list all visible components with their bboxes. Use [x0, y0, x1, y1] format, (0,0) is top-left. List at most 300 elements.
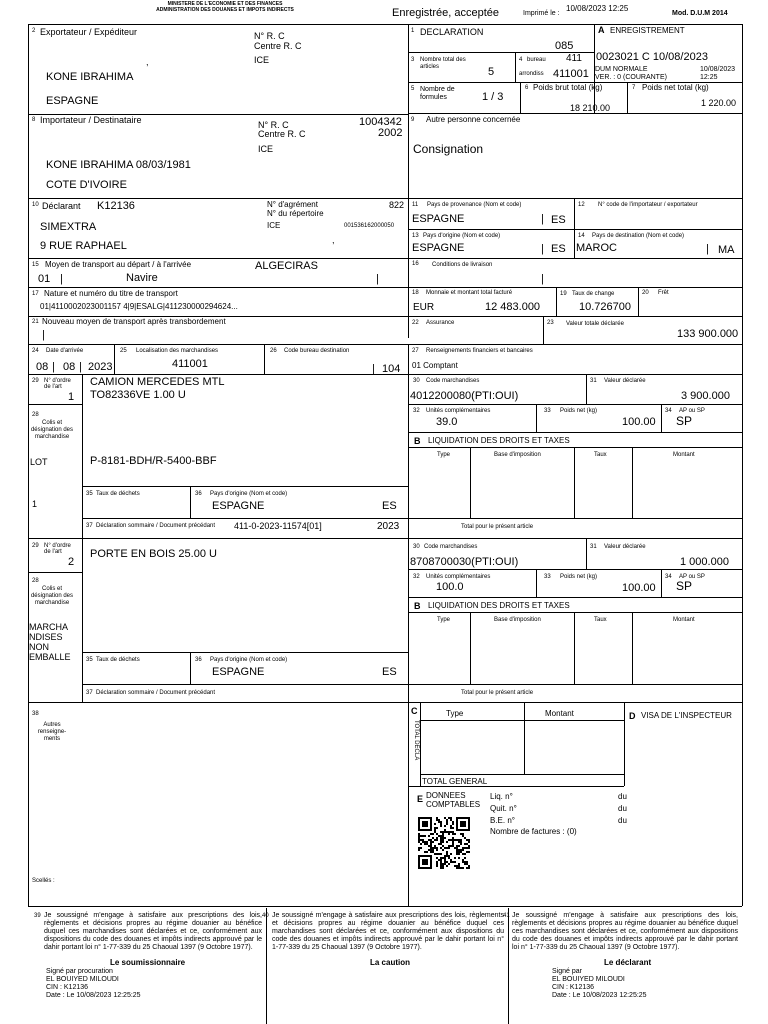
exporter-comma: ,: [146, 57, 149, 67]
liquidation-label: LIQUIDATION DES DROITS ET TAXES: [428, 601, 570, 610]
provenance-country: ESPAGNE: [412, 213, 465, 225]
box22-label: Assurance: [426, 320, 455, 326]
caution-title: La caution: [370, 958, 411, 967]
quit-du: du: [618, 804, 627, 813]
rule: [28, 702, 742, 703]
box25-label: Localisation des marchandises: [136, 348, 219, 354]
exchange-rate: 10.726700: [579, 301, 631, 313]
rule: [408, 404, 742, 405]
box-b-letter: B: [414, 436, 421, 446]
rule: [586, 538, 587, 569]
printed-date: 10/08/2023 12:25: [566, 4, 629, 13]
box4-number: 4: [519, 57, 523, 63]
be-label: B.E. n°: [490, 816, 515, 825]
right-signed-by: Signé par: [552, 968, 582, 975]
box23-number: 23: [547, 320, 554, 326]
declarant-ice-value: 001536162000050: [344, 223, 395, 229]
box10-number: 10: [32, 202, 39, 208]
accounting-label-2: COMPTABLES: [426, 800, 481, 809]
rule: [574, 612, 575, 684]
type-header: Type: [437, 617, 451, 623]
article-order: 1: [68, 391, 75, 403]
article-waste: 1: [32, 499, 38, 509]
article-summary-year: 2023: [377, 521, 400, 532]
rule: [408, 569, 742, 570]
rule: [408, 432, 742, 433]
box8-label: Importateur / Destinataire: [40, 115, 142, 125]
rule: [408, 597, 742, 598]
rule: [82, 518, 742, 519]
invoice-amount: 12 483.000: [485, 301, 541, 313]
separator: |: [52, 361, 55, 373]
liq-du: du: [618, 792, 627, 801]
consignation-value: Consignation: [413, 142, 484, 156]
qr-code: [418, 817, 470, 869]
registration-date: 10/08/2023: [700, 66, 736, 73]
formules-count: 1 / 3: [482, 91, 504, 103]
box-c-letter: C: [411, 706, 418, 716]
article-origin: ESPAGNE: [212, 666, 265, 678]
rule: [190, 486, 191, 518]
article-units: 39.0: [436, 416, 458, 428]
rule: [408, 316, 742, 317]
registration-time: 12:25: [700, 74, 718, 81]
code-label: Code marchandises: [424, 544, 478, 550]
base-header: Base d'imposition: [494, 617, 541, 623]
box4-label: bureau: [527, 57, 546, 63]
article-marks: P-8181-BDH/R-5400-BBF: [90, 455, 217, 467]
article-designation-2: TO82336VE 1.00 U: [90, 389, 186, 401]
rule: [536, 569, 537, 597]
box35-number: 35: [86, 491, 93, 497]
box36-number: 36: [195, 491, 202, 497]
rule: [82, 684, 742, 685]
separator: |: [541, 213, 544, 225]
amount-header: Montant: [673, 452, 695, 458]
left-signer: EL BOUIYED MILOUDI: [46, 976, 119, 983]
box1-label: DECLARATION: [420, 27, 484, 37]
summary-decl-label: Déclaration sommaire / Document précédant: [96, 523, 216, 529]
transport-mode: Navire: [126, 272, 158, 284]
separator: |: [541, 273, 544, 285]
declarant-comma: ,: [332, 235, 335, 245]
box15-label: Moyen de transport au départ / à l'arrivée: [45, 260, 192, 269]
amount-header: Montant: [545, 709, 574, 718]
importer-centre-value: 2002: [378, 127, 403, 139]
box37-number: 37: [86, 690, 93, 696]
transport-place: ALGECIRAS: [255, 260, 318, 272]
rule: [28, 572, 82, 573]
left-signed-by: Signé par procuration: [46, 968, 113, 975]
box1-number: 1: [411, 28, 415, 34]
rule: [624, 702, 625, 786]
box24-number: 24: [32, 348, 39, 354]
box6-label: Poids brut total (kg): [533, 83, 603, 92]
box-e-letter: E: [417, 794, 424, 804]
total-general-label: TOTAL GENERAL: [422, 777, 488, 786]
rule: [543, 316, 544, 344]
rule: [266, 908, 267, 1024]
box26-number: 26: [270, 348, 277, 354]
box32-number: 32: [413, 574, 420, 580]
article-colis: LOT: [30, 457, 48, 467]
left-date: Date : Le 10/08/2023 12:25:25: [46, 992, 141, 999]
quit-label: Quit. n°: [490, 804, 517, 813]
type-header: Type: [446, 709, 464, 718]
value-label: Valeur déclarée: [604, 544, 646, 550]
article-designation-1: CAMION MERCEDES MTL: [90, 376, 225, 388]
importer-country: COTE D'IVOIRE: [46, 179, 127, 191]
box24-label: Date d'arrivée: [46, 348, 84, 354]
separator: |: [79, 361, 82, 373]
box3-label: Nombre total des articles: [420, 57, 466, 70]
box2-number: 2: [32, 28, 36, 34]
box17-label: Nature et numéro du titre de transport: [44, 289, 178, 298]
article-apsp: SP: [676, 579, 693, 593]
rule: [408, 258, 742, 259]
right-cin: CIN : K12136: [552, 984, 595, 991]
rule: [586, 374, 587, 404]
separator: |: [42, 329, 45, 341]
rule: [408, 113, 742, 114]
rule: [82, 486, 408, 487]
article-origin-code: ES: [382, 500, 397, 512]
box7-number: 7: [632, 85, 636, 91]
code-label: Code marchandises: [426, 378, 480, 384]
article-total-label: Total pour le présent article: [461, 524, 534, 530]
rule: [28, 538, 742, 539]
transport-code: 01: [38, 273, 51, 285]
box18-number: 18: [412, 290, 419, 296]
net-weight-label: Poids net (kg): [560, 574, 598, 580]
units-label: Unités complémentaires: [426, 574, 491, 580]
right-signer: EL BOUIYED MILOUDI: [552, 976, 625, 983]
box16-number: 16: [412, 261, 419, 267]
box22-number: 22: [412, 320, 419, 326]
article-net-weight: 100.00: [622, 582, 656, 594]
box16-label: Conditions de livraison: [432, 262, 493, 268]
box17-number: 17: [32, 291, 39, 297]
divider-main-lower: [408, 344, 409, 906]
net-weight: 1 220.00: [701, 98, 737, 108]
separator: |: [376, 273, 379, 285]
amount-header: Montant: [673, 617, 695, 623]
arrondissement-label: arrondiss: [519, 71, 544, 77]
article-value: 3 900.000: [681, 390, 730, 402]
article-colis: MARCHA NDISES NON EMBALLE: [29, 622, 71, 662]
liq-label: Liq. n°: [490, 792, 513, 801]
arrondissement-code: 411001: [553, 68, 589, 80]
rule: [536, 404, 537, 432]
box8-number: 8: [32, 117, 36, 123]
box-a-label: ENREGISTREMENT: [610, 26, 685, 35]
rule: [470, 612, 471, 684]
origin-code: ES: [551, 243, 566, 255]
box39-number: 39: [34, 913, 41, 919]
box9-number: 9: [411, 117, 415, 123]
box37-number: 37: [86, 523, 93, 529]
box29-number: 29: [32, 543, 39, 549]
destination-code: MA: [718, 244, 735, 256]
base-header: Base d'imposition: [494, 452, 541, 458]
box5-number: 5: [411, 86, 415, 92]
box25-number: 25: [120, 348, 127, 354]
separator: |: [706, 243, 709, 255]
rule: [574, 447, 575, 519]
rule: [470, 447, 471, 519]
separator: |: [541, 243, 544, 255]
apsp-label: AP ou SP: [679, 574, 705, 580]
article-origin-code: ES: [382, 666, 397, 678]
box19-label: Taux de change: [572, 291, 615, 297]
dum-version: VER. : 0 (COURANTE): [595, 74, 667, 81]
legal-text-39: Je soussigné m'engage à satisfaire aux prescriptions des lois, règlements et décisions propres au régime douanier au bénéfice duquel ces marchandises sont déclarées et ce, conformément aux dispositions du code des douanes et impôts indirects approuvé par le dahir portant loi n° 1-77-339 du 25 Chaoual 1397 (9 Octobre 1977).: [44, 912, 262, 951]
box34-number: 34: [665, 574, 672, 580]
rule: [520, 82, 521, 113]
rule: [28, 258, 408, 259]
registration-number: 0023021 C 10/08/2023: [596, 51, 708, 63]
box7-label: Poids net total (kg): [642, 83, 709, 92]
box30-number: 30: [413, 544, 420, 550]
exporter-name: KONE IBRAHIMA: [46, 71, 134, 83]
box-a-letter: A: [598, 25, 605, 35]
ministry-line-2: ADMINISTRATION DES DOUANES ET IMPOTS INDIRECTS: [156, 7, 294, 13]
box40-number: 40: [262, 913, 269, 919]
origin-label: Pays d'origine (Nom et code): [210, 657, 288, 663]
exporter-country: ESPAGNE: [46, 95, 99, 107]
rule: [28, 344, 742, 345]
box5-label: Nombre de formules: [420, 86, 455, 101]
waste-label: Taux de déchets: [96, 491, 140, 497]
box10-label: Déclarant: [42, 201, 81, 211]
article-designation-1: PORTE EN BOIS 25.00 U: [90, 548, 217, 560]
rule: [556, 287, 557, 316]
rate-header: Taux: [594, 617, 607, 623]
colis-label: Colis et désignation des marchandise: [30, 586, 74, 606]
frame-left: [28, 24, 29, 906]
financial-info: 01 Comptant: [412, 361, 458, 370]
rule: [408, 786, 624, 787]
rule: [632, 447, 633, 519]
box20-number: 20: [642, 290, 649, 296]
article-order: 2: [68, 556, 75, 568]
destination-office: 104: [382, 363, 401, 375]
box6-number: 6: [525, 85, 529, 91]
frame-top: [28, 24, 742, 25]
order-label: N° d'ordre de l'art: [44, 543, 71, 555]
box18-label: Monnaie et montant total facturé: [426, 290, 513, 296]
box14-label: Pays de destination (Nom et code): [592, 233, 685, 239]
colis-label: Colis et désignation des marchandise: [30, 420, 74, 440]
article-net-weight: 100.00: [622, 416, 656, 428]
exporter-centre-label: Centre R. C: [254, 41, 302, 51]
box11-label: Pays de provenance (Nom et code): [427, 202, 522, 208]
frame-bottom: [28, 906, 742, 907]
box34-number: 34: [665, 408, 672, 414]
article-summary-decl: 411-0-2023-11574[01]: [234, 521, 322, 531]
be-du: du: [618, 816, 627, 825]
box13-label: Pays d'origine (Nom et code): [423, 233, 501, 239]
bureau-code: 411: [566, 53, 582, 64]
origin-label: Pays d'origine (Nom et code): [210, 491, 288, 497]
box35-number: 35: [86, 657, 93, 663]
box30-number: 30: [413, 378, 420, 384]
apsp-label: AP ou SP: [679, 408, 705, 414]
inspector-visa-label: VISA DE L'INSPECTEUR: [641, 711, 732, 720]
invoice-currency: EUR: [413, 302, 435, 313]
declaration-type: 085: [555, 40, 574, 52]
exporter-rc-label: N° R. C: [254, 31, 285, 41]
rule: [114, 344, 115, 374]
form-model: Mod. D.U.M 2014: [672, 10, 728, 17]
rule: [420, 720, 624, 721]
box33-number: 33: [544, 574, 551, 580]
box23-label: Valeur totale déclarée: [566, 321, 624, 327]
importer-rc-value: 1004342: [359, 116, 402, 128]
rule: [574, 198, 575, 258]
box12-label: N° code de l'importateur / exportateur: [598, 202, 698, 208]
legal-text-41: Je soussigné m'engage à satisfaire aux prescriptions des lois, règlements et décisions propres au régime douanier au bénéfice duquel ces marchandises sont déclarées et ce, conformément aux dispositions du code des douanes et impôts indirects approuvé par le dahir portant loi n° 1-77-339 du 25 Chaoual 1397 (9 Octobre 1977).: [512, 912, 738, 951]
box38-number: 38: [32, 711, 39, 717]
box2-label: Exportateur / Expéditeur: [40, 27, 138, 37]
rule: [408, 198, 742, 199]
waste-label: Taux de déchets: [96, 657, 140, 663]
rate-header: Taux: [594, 452, 607, 458]
box31-number: 31: [590, 378, 597, 384]
article-units: 100.0: [436, 581, 464, 593]
rule: [508, 908, 509, 1024]
article-code: 8708700030(PTI:OUI): [410, 556, 519, 568]
declarant-ice-label: ICE: [267, 221, 281, 230]
net-weight-label: Poids net (kg): [560, 408, 598, 414]
units-label: Unités complémentaires: [426, 408, 491, 414]
importer-name: KONE IBRAHIMA 08/03/1981: [46, 159, 191, 171]
rule: [661, 569, 662, 597]
ministry-line-1: MINISTERE DE L'ECONOMIE ET DES FINANCES: [167, 1, 283, 7]
article-apsp: SP: [676, 414, 693, 428]
box-b-letter: B: [414, 601, 421, 611]
value-label: Valeur déclarée: [604, 378, 646, 384]
destination-country: MAROC: [576, 242, 617, 254]
separator: |: [60, 273, 63, 285]
box33-number: 33: [544, 408, 551, 414]
total-decla-vertical: TOTAL DECLA: [413, 720, 419, 761]
rule: [515, 52, 516, 82]
provenance-code: ES: [551, 214, 566, 226]
box31-number: 31: [590, 544, 597, 550]
rule: [264, 344, 265, 374]
box21-label: Nouveau moyen de transport après transbordement: [42, 317, 226, 326]
declarant-address: 9 RUE RAPHAEL: [40, 240, 127, 252]
box32-number: 32: [413, 408, 420, 414]
frame-right: [742, 24, 743, 906]
box3-number: 3: [411, 57, 415, 63]
box14-number: 14: [578, 233, 585, 239]
rule: [82, 652, 408, 653]
box28-number: 28: [32, 412, 39, 418]
divider-main: [408, 24, 409, 338]
seals-label: Scellés :: [32, 878, 55, 884]
box28-number: 28: [32, 578, 39, 584]
separator: |: [372, 363, 375, 375]
box38-label: Autres renseigne-ments: [37, 722, 67, 742]
article-origin: ESPAGNE: [212, 500, 265, 512]
declarant-title: Le déclarant: [604, 958, 652, 967]
arrival-year: 2023: [88, 361, 113, 373]
article-code: 4012200080(PTI:OUI): [410, 390, 519, 402]
article-value: 1 000.000: [680, 556, 729, 568]
rule: [408, 612, 742, 613]
rule: [420, 774, 624, 775]
rule: [82, 374, 83, 538]
printed-label: Imprimé le :: [523, 10, 560, 17]
importer-rc-label: N° R. C: [258, 120, 289, 130]
box20-label: Frêt: [658, 290, 669, 296]
summary-decl-label: Déclaration sommaire / Document précédant: [96, 690, 216, 696]
status-text: Enregistrée, acceptée: [392, 7, 500, 19]
left-cin: CIN : K12136: [46, 984, 89, 991]
dum-type: DUM NORMALE: [595, 66, 648, 73]
rule: [408, 229, 742, 230]
rule: [627, 82, 628, 113]
rule: [408, 447, 742, 448]
box27-number: 27: [412, 348, 419, 354]
liquidation-label: LIQUIDATION DES DROITS ET TAXES: [428, 436, 570, 445]
invoice-count: Nombre de factures : (0): [490, 827, 577, 836]
rule: [28, 404, 82, 405]
box36-number: 36: [195, 657, 202, 663]
rule: [408, 287, 742, 288]
rule: [28, 198, 408, 199]
box12-number: 12: [578, 202, 585, 208]
goods-location: 411001: [172, 358, 208, 370]
legal-text-40: Je soussigné m'engage à satisfaire aux prescriptions des lois, règlements et décisions propres au régime douanier au bénéfice duquel ces marchandises sont déclarées et ce, conformément aux dispositions du code des douanes et impôts indirects approuvé par le dahir portant loi n° 1-77-339 du 25 Chaoual 1397 (9 Octobre 1977).: [272, 912, 504, 951]
total-declared-value: 133 900.000: [677, 328, 739, 340]
soumissionnaire-title: Le soumissionnaire: [110, 958, 186, 967]
importer-centre-label: Centre R. C: [258, 129, 306, 139]
rule: [82, 538, 83, 702]
box19-number: 19: [560, 291, 567, 297]
rule: [638, 287, 639, 316]
gross-weight: 18 210.00: [570, 103, 611, 113]
box9-label: Autre personne concernée: [426, 115, 521, 124]
transport-title: 01|4110002023001157 4|9|ESALG|411230000294624...: [40, 302, 238, 311]
agrement-label: N° d'agrément: [267, 200, 318, 209]
rule: [190, 652, 191, 684]
box26-label: Code bureau destination: [284, 348, 350, 354]
box27-label: Renseignements financiers et bancaires: [426, 348, 533, 354]
rule: [661, 404, 662, 432]
rule: [28, 287, 408, 288]
declarant-name: SIMEXTRA: [40, 221, 97, 233]
accounting-label-1: DONNEES: [426, 791, 466, 800]
box21-number: 21: [32, 319, 39, 325]
repertoire-label: N° du répertoire: [267, 209, 324, 218]
arrival-month: 08: [63, 361, 76, 373]
rule: [632, 612, 633, 684]
order-label: N° d'ordre de l'art: [44, 378, 71, 390]
right-date: Date : Le 10/08/2023 12:25:25: [552, 992, 647, 999]
declarant-code: K12136: [97, 200, 135, 212]
arrival-day: 08: [36, 361, 49, 373]
origin-country: ESPAGNE: [412, 242, 465, 254]
box15-number: 15: [32, 262, 39, 268]
total-articles: 5: [488, 66, 495, 78]
box41-number: 41: [503, 913, 510, 919]
box13-number: 13: [412, 233, 419, 239]
rule: [524, 702, 525, 774]
exporter-ice-label: ICE: [254, 55, 270, 65]
